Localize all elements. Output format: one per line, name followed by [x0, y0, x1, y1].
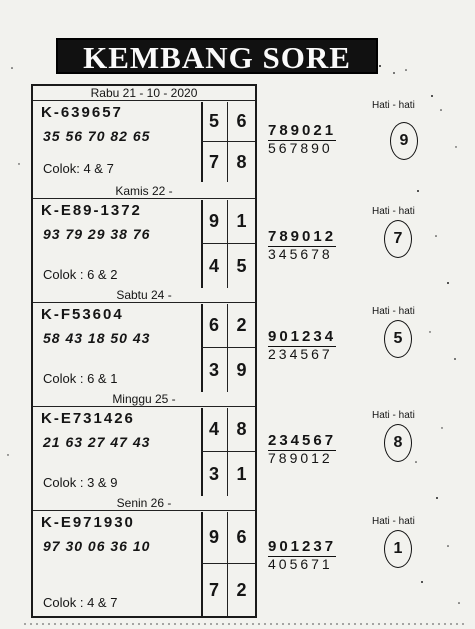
grid-cell: 4	[201, 408, 228, 452]
number-grid	[201, 512, 255, 616]
circled-number: 9	[390, 122, 418, 160]
side-warning-label: Hati - hati	[372, 100, 415, 111]
side-warning-label: Hati - hati	[372, 516, 415, 527]
colok-text: Colok : 3 & 9	[43, 475, 118, 490]
day-header: Rabu 21 - 10 - 2020	[33, 86, 255, 101]
side-row-bottom: 567890	[268, 140, 333, 156]
day-numbers: 21 63 27 47 43	[43, 434, 151, 450]
side-warning-label: Hati - hati	[372, 306, 415, 317]
colok-text: Colok: 4 & 7	[43, 161, 114, 176]
page-title: KEMBANG SORE	[56, 38, 378, 74]
day-block-1	[33, 184, 255, 288]
side-row-top: 901237	[268, 538, 337, 555]
side-warning-label: Hati - hati	[372, 206, 415, 217]
day-block-4	[33, 496, 255, 616]
colok-text: Colok : 4 & 7	[43, 595, 118, 610]
day-numbers: 93 79 29 38 76	[43, 226, 151, 242]
day-header: Kamis 22 -	[33, 184, 255, 199]
day-numbers: 97 30 06 36 10	[43, 538, 151, 554]
day-left-panel	[33, 512, 203, 616]
side-row-bottom: 234567	[268, 346, 333, 362]
side-panel-0	[262, 100, 422, 170]
number-grid	[201, 200, 255, 288]
day-header: Minggu 25 -	[33, 392, 255, 407]
grid-cell: 1	[236, 463, 247, 484]
day-code: K-E89-1372	[41, 202, 142, 219]
day-code: K-E731426	[41, 410, 135, 427]
grid-cell: 7	[201, 142, 228, 182]
grid-cell: 5	[201, 102, 228, 142]
day-left-panel	[33, 304, 203, 392]
side-warning-label: Hati - hati	[372, 410, 415, 421]
day-left-panel	[33, 102, 203, 182]
number-grid	[201, 102, 255, 182]
side-row-top: 234567	[268, 432, 337, 449]
grid-cell: 8	[236, 151, 247, 172]
day-numbers: 35 56 70 82 65	[43, 128, 151, 144]
grid-cell: 6	[228, 102, 255, 142]
grid-cell: 9	[201, 512, 228, 564]
day-header: Senin 26 -	[33, 496, 255, 511]
grid-cell: 3	[201, 348, 228, 392]
day-left-panel	[33, 408, 203, 496]
grid-cell: 6	[201, 304, 228, 348]
day-header: Sabtu 24 -	[33, 288, 255, 303]
side-row-bottom: 789012	[268, 450, 333, 466]
day-code: K-E971930	[41, 514, 135, 531]
side-row-top: 901234	[268, 328, 337, 345]
side-row-bottom: 405671	[268, 556, 333, 572]
grid-cell: 1	[228, 200, 255, 244]
side-panel-2	[262, 306, 422, 376]
day-code: K-639657	[41, 104, 123, 121]
day-code: K-F53604	[41, 306, 124, 323]
grid-cell: 7	[201, 564, 228, 616]
day-block-3	[33, 392, 255, 496]
day-numbers: 58 43 18 50 43	[43, 330, 151, 346]
number-grid	[201, 304, 255, 392]
side-panel-4	[262, 516, 422, 586]
grid-cell: 4	[201, 244, 228, 288]
day-left-panel	[33, 200, 203, 288]
circled-number: 1	[384, 530, 412, 568]
grid-cell: 5	[236, 255, 247, 276]
circled-number: 7	[384, 220, 412, 258]
circled-number: 8	[384, 424, 412, 462]
grid-cell: 8	[228, 408, 255, 452]
side-row-top: 789021	[268, 122, 337, 139]
grid-cell: 3	[201, 452, 228, 496]
grid-cell: 2	[228, 304, 255, 348]
day-block-0	[33, 86, 255, 182]
circled-number: 5	[384, 320, 412, 358]
side-row-bottom: 345678	[268, 246, 333, 262]
grid-cell: 9	[201, 200, 228, 244]
grid-cell: 6	[228, 512, 255, 564]
grid-cell: 2	[236, 579, 247, 600]
side-row-top: 789012	[268, 228, 337, 245]
number-grid	[201, 408, 255, 496]
side-panel-3	[262, 410, 422, 480]
day-block-2	[33, 288, 255, 392]
grid-cell: 9	[236, 359, 247, 380]
colok-text: Colok : 6 & 2	[43, 267, 118, 282]
side-panel-1	[262, 206, 422, 276]
colok-text: Colok : 6 & 1	[43, 371, 118, 386]
